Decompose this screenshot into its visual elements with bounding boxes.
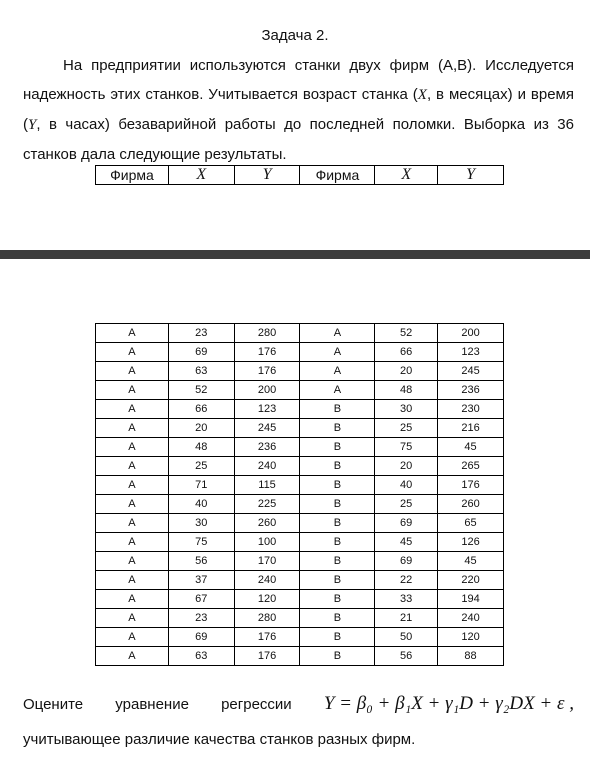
table-cell: 63 xyxy=(168,362,234,381)
table-cell: B xyxy=(300,552,375,571)
table-cell: 120 xyxy=(234,590,300,609)
table-cell: A xyxy=(300,343,375,362)
table-cell: 69 xyxy=(168,628,234,647)
table-cell: A xyxy=(96,647,169,666)
table-cell: A xyxy=(96,533,169,552)
table-cell: A xyxy=(96,324,169,343)
intro-text-1: На предприятии используются станки двух фирм (A,B). Исследуется надежность этих станков. Учитывается возраст станка ( xyxy=(23,57,574,103)
table-cell: 25 xyxy=(375,419,438,438)
table-cell: A xyxy=(96,381,169,400)
table-cell: 40 xyxy=(168,495,234,514)
header-row xyxy=(96,166,504,185)
table-row xyxy=(96,552,504,571)
table-cell: 67 xyxy=(168,590,234,609)
table-cell: 88 xyxy=(438,647,504,666)
table-cell: 66 xyxy=(168,400,234,419)
table-cell: 21 xyxy=(375,609,438,628)
table-cell: 69 xyxy=(168,343,234,362)
task-statement-line-2: учитывающее различие качества станков разных фирм. xyxy=(23,731,416,748)
intro-text-2: , в месяцах) и время ( xyxy=(23,86,574,133)
table-row xyxy=(96,647,504,666)
table-cell: A xyxy=(96,590,169,609)
table-cell: B xyxy=(300,514,375,533)
table-cell: 176 xyxy=(234,647,300,666)
table-cell: A xyxy=(96,552,169,571)
table-cell: 100 xyxy=(234,533,300,552)
table-row xyxy=(96,533,504,552)
table-cell: 48 xyxy=(375,381,438,400)
table-row xyxy=(96,590,504,609)
regression-formula: Y = β₀ + β₁X + γ₁D + γ₂DX + ε , xyxy=(323,693,574,714)
table-row xyxy=(96,514,504,533)
table-cell: 280 xyxy=(234,324,300,343)
table-cell: 20 xyxy=(375,457,438,476)
table-cell: 240 xyxy=(234,571,300,590)
table-cell: 56 xyxy=(168,552,234,571)
task-word-1: Оцените xyxy=(23,695,84,713)
table-cell: 200 xyxy=(438,324,504,343)
table-cell: B xyxy=(300,419,375,438)
table-cell: A xyxy=(96,457,169,476)
table-cell: 69 xyxy=(375,552,438,571)
table-row xyxy=(96,628,504,647)
header-firm-2: Фирма xyxy=(300,166,375,185)
table-cell: 123 xyxy=(438,343,504,362)
table-cell: 23 xyxy=(168,609,234,628)
table-cell: 33 xyxy=(375,590,438,609)
table-cell: 260 xyxy=(438,495,504,514)
intro-text-3: , в часах) безаварийной работы до последней поломки. Выборка из 36 станков дала следующие результаты. xyxy=(23,116,574,163)
table-row xyxy=(96,609,504,628)
table-cell: 30 xyxy=(168,514,234,533)
table-cell: A xyxy=(96,495,169,514)
x-variable: X xyxy=(417,87,427,103)
table-row xyxy=(96,571,504,590)
table-cell: 240 xyxy=(438,609,504,628)
table-cell: B xyxy=(300,400,375,419)
table-cell: 176 xyxy=(234,362,300,381)
table-cell: B xyxy=(300,438,375,457)
table-row xyxy=(96,438,504,457)
table-cell: 220 xyxy=(438,571,504,590)
task-word-3: регрессии xyxy=(221,695,292,713)
table-cell: 245 xyxy=(234,419,300,438)
table-row xyxy=(96,381,504,400)
table-cell: 30 xyxy=(375,400,438,419)
table-cell: 176 xyxy=(234,628,300,647)
table-cell: B xyxy=(300,457,375,476)
table-cell: 75 xyxy=(375,438,438,457)
table-cell: B xyxy=(300,571,375,590)
table-row xyxy=(96,362,504,381)
table-cell: A xyxy=(96,571,169,590)
table-row xyxy=(96,400,504,419)
table-cell: 45 xyxy=(438,552,504,571)
table-cell: 25 xyxy=(168,457,234,476)
table-cell: 52 xyxy=(375,324,438,343)
table-cell: 45 xyxy=(438,438,504,457)
table-cell: A xyxy=(96,419,169,438)
task-description xyxy=(23,51,574,169)
table-cell: 65 xyxy=(438,514,504,533)
table-cell: 236 xyxy=(438,381,504,400)
table-cell: B xyxy=(300,590,375,609)
table-cell: B xyxy=(300,609,375,628)
table-row xyxy=(96,419,504,438)
table-cell: 48 xyxy=(168,438,234,457)
header-y-1: Y xyxy=(234,166,300,185)
table-cell: 230 xyxy=(438,400,504,419)
table-row xyxy=(96,324,504,343)
header-x-1: X xyxy=(168,166,234,185)
header-y-2: Y xyxy=(438,166,504,185)
table-cell: 71 xyxy=(168,476,234,495)
table-cell: A xyxy=(300,381,375,400)
table-cell: 200 xyxy=(234,381,300,400)
table-cell: 50 xyxy=(375,628,438,647)
table-cell: 69 xyxy=(375,514,438,533)
table-cell: 245 xyxy=(438,362,504,381)
table-cell: A xyxy=(96,476,169,495)
table-cell: 176 xyxy=(234,343,300,362)
table-cell: 37 xyxy=(168,571,234,590)
data-table xyxy=(95,323,504,666)
table-cell: 22 xyxy=(375,571,438,590)
table-cell: A xyxy=(96,438,169,457)
y-variable: Y xyxy=(28,117,37,133)
table-cell: 23 xyxy=(168,324,234,343)
table-cell: 280 xyxy=(234,609,300,628)
table-cell: A xyxy=(300,324,375,343)
table-cell: 75 xyxy=(168,533,234,552)
table-cell: A xyxy=(96,362,169,381)
table-cell: A xyxy=(96,343,169,362)
table-header xyxy=(95,165,504,185)
table-cell: 25 xyxy=(375,495,438,514)
page-separator xyxy=(0,250,590,259)
table-cell: 176 xyxy=(438,476,504,495)
task-statement xyxy=(23,693,574,715)
table-cell: 120 xyxy=(438,628,504,647)
table-cell: A xyxy=(96,514,169,533)
table-cell: B xyxy=(300,495,375,514)
table-cell: 45 xyxy=(375,533,438,552)
table-cell: A xyxy=(300,362,375,381)
table-cell: 56 xyxy=(375,647,438,666)
table-cell: 20 xyxy=(168,419,234,438)
table-cell: B xyxy=(300,476,375,495)
task-word-2: уравнение xyxy=(115,695,189,713)
table-cell: 126 xyxy=(438,533,504,552)
header-firm-1: Фирма xyxy=(96,166,169,185)
table-row xyxy=(96,495,504,514)
table-cell: 260 xyxy=(234,514,300,533)
table-cell: 123 xyxy=(234,400,300,419)
table-cell: 265 xyxy=(438,457,504,476)
table-cell: 63 xyxy=(168,647,234,666)
table-cell: A xyxy=(96,628,169,647)
table-row xyxy=(96,343,504,362)
table-cell: 20 xyxy=(375,362,438,381)
table-cell: 52 xyxy=(168,381,234,400)
table-cell: B xyxy=(300,628,375,647)
table-cell: 115 xyxy=(234,476,300,495)
table-cell: 236 xyxy=(234,438,300,457)
table-cell: B xyxy=(300,647,375,666)
table-cell: 40 xyxy=(375,476,438,495)
table-cell: 170 xyxy=(234,552,300,571)
header-x-2: X xyxy=(375,166,438,185)
table-row xyxy=(96,457,504,476)
task-title: Задача 2. xyxy=(261,27,329,44)
table-cell: 66 xyxy=(375,343,438,362)
table-cell: B xyxy=(300,533,375,552)
table-cell: A xyxy=(96,400,169,419)
table-cell: 194 xyxy=(438,590,504,609)
table-row xyxy=(96,476,504,495)
table-cell: A xyxy=(96,609,169,628)
table-cell: 216 xyxy=(438,419,504,438)
table-cell: 240 xyxy=(234,457,300,476)
table-cell: 225 xyxy=(234,495,300,514)
